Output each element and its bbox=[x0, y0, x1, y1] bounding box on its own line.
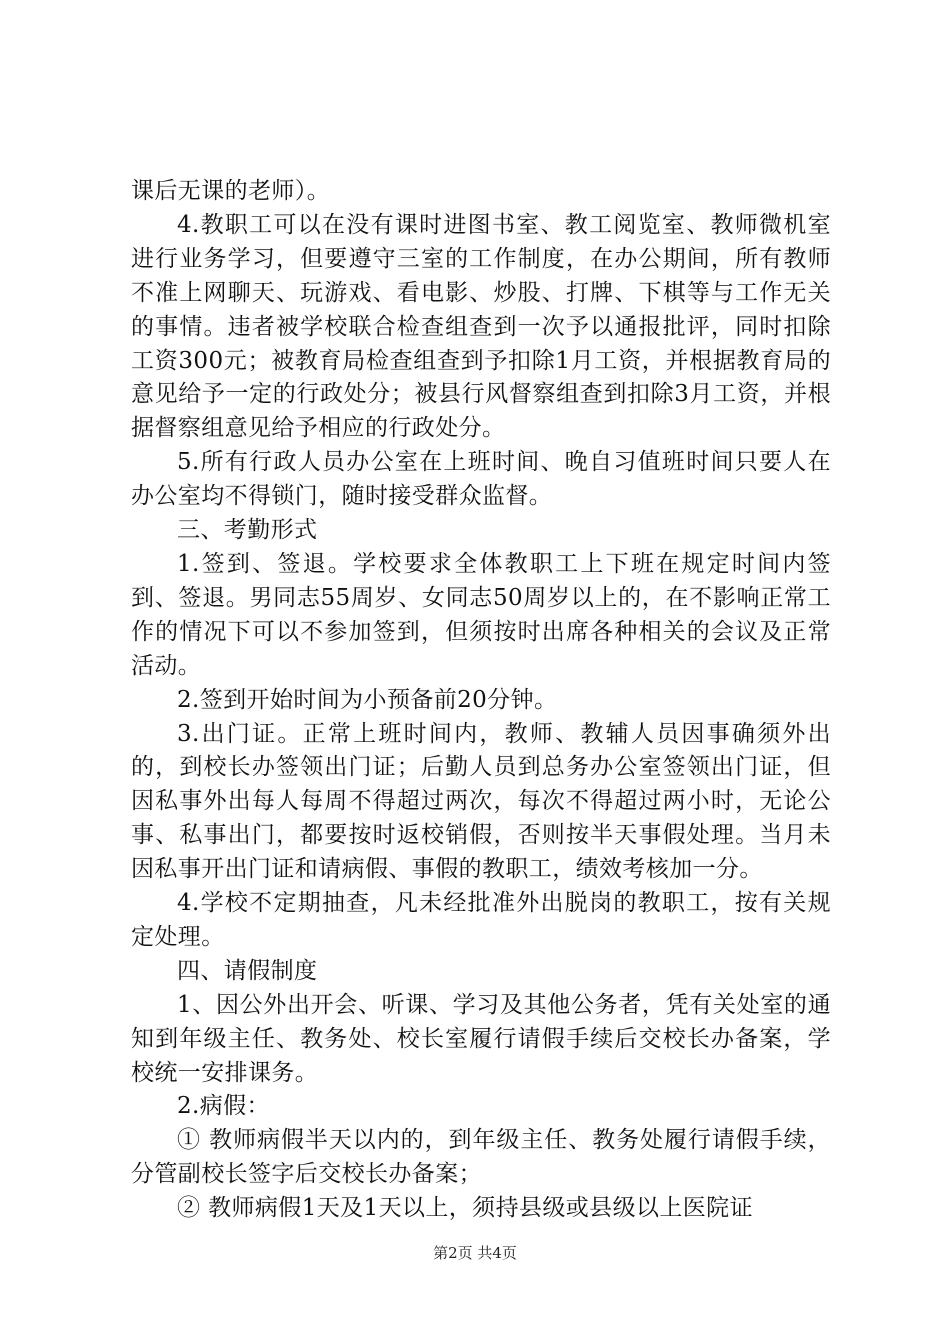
paragraph-10: 1、因公外出开会、听课、学习及其他公务者，凭有关处室的通知到年级主任、教务处、校长室履行请假手续后交校长办备案，学校统一安排课务。 bbox=[131, 991, 831, 1086]
paragraph-7: 3.出门证。正常上班时间内，教师、教辅人员因事确须外出的，到校长办签领出门证；后勤人员到总务办公室签领出门证，但因私事外出每人每周不得超过两次，每次不得超过两小时，无论公事、私事出门，都要按时返校销假，否则按半天事假处理。当月未因私事开出门证和请病假、事假的教职工，绩效考核加一分。 bbox=[131, 720, 831, 883]
paragraph-11: 2.病假： bbox=[177, 1093, 270, 1120]
paragraph-5: 1.签到、签退。学校要求全体教职工上下班在规定时间内签到、签退。男同志55周岁、女同志50周岁以上的，在不影响正常工作的情况下可以不参加签到，但须按时出席各种相关的会议及正常活动。 bbox=[131, 550, 831, 679]
paragraph-1: 课后无课的老师）。 bbox=[131, 178, 331, 204]
document-body bbox=[131, 175, 831, 1226]
section-heading-4: 四、请假制度 bbox=[177, 957, 318, 984]
paragraph-12: ① 教师病假半天以内的，到年级主任、教务处履行请假手续，分管副校长签字后交校长办备案； bbox=[131, 1127, 831, 1188]
paragraph-2: 4.教职工可以在没有课时进图书室、教工阅览室、教师微机室进行业务学习，但要遵守三室的工作制度，在办公期间，所有教师不准上网聊天、玩游戏、看电影、炒股、打牌、下棋等与工作无关的事情。违者被学校联合检查组查到一次予以通报批评，同时扣除工资300元；被教育局检查组查到予扣除1月工资，并根据教育局的意见给予一定的行政处分；被县行风督察组查到扣除3月工资，并根据督察组意见给予相应的行政处分。 bbox=[131, 211, 831, 442]
page-number-footer: 第2页 共4页 bbox=[433, 1244, 517, 1262]
paragraph-3: 5.所有行政人员办公室在上班时间、晚自习值班时间只要人在办公室均不得锁门，随时接受群众监督。 bbox=[131, 449, 831, 510]
paragraph-6: 2.签到开始时间为小预备前20分钟。 bbox=[177, 686, 558, 713]
paragraph-8: 4.学校不定期抽查，凡未经批准外出脱岗的教职工，按有关规定处理。 bbox=[131, 890, 831, 950]
section-heading-3: 三、考勤形式 bbox=[177, 517, 318, 544]
paragraph-13: ② 教师病假1天及1天以上，须持县级或县级以上医院证 bbox=[177, 1195, 753, 1222]
